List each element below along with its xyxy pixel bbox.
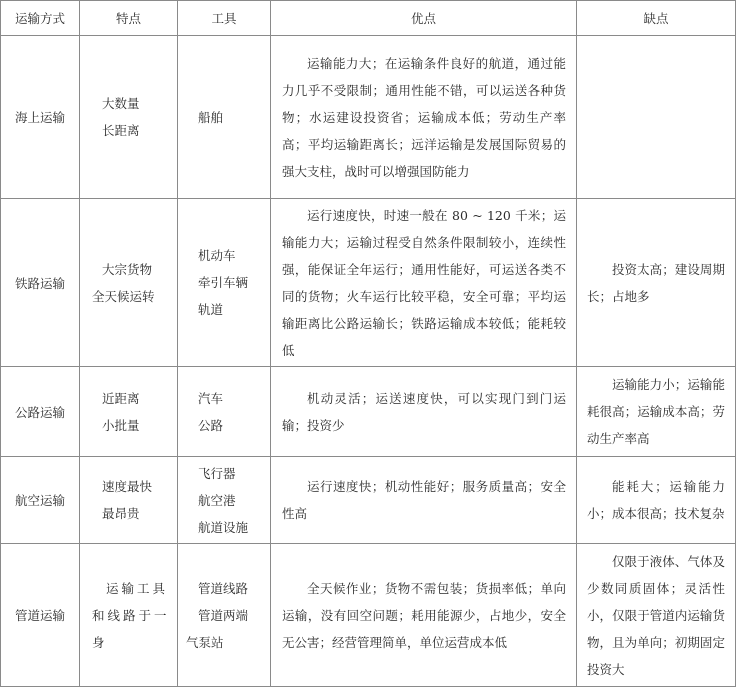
mode-cell: 海上运输 (1, 36, 80, 199)
tools-cell (178, 36, 271, 199)
table-row (1, 544, 736, 687)
table-row (1, 36, 736, 199)
features-cell (80, 457, 178, 544)
header-disadvantages: 缺点 (577, 1, 736, 36)
header-features: 特点 (80, 1, 178, 36)
advantages-cell (271, 457, 577, 544)
feature-line: 最昂贵 (102, 506, 140, 521)
advantages-cell (271, 367, 577, 457)
features-cell (80, 199, 178, 367)
feature-line: 长距离 (102, 123, 140, 138)
tool-line: 管道两端 (198, 607, 249, 623)
disadvantages-cell (577, 36, 736, 199)
feature-line: 运输工具 (106, 580, 169, 596)
tools-cell (178, 199, 271, 367)
header-mode: 运输方式 (1, 1, 80, 36)
table-header-row (1, 1, 736, 36)
tool-line: 机动车 (198, 248, 236, 263)
tool-line: 汽车 (198, 390, 224, 406)
advantages-cell (271, 544, 577, 687)
features-cell (80, 367, 178, 457)
table-row (1, 457, 736, 544)
table-row (1, 367, 736, 457)
table-row (1, 199, 736, 367)
tools-cell (178, 457, 271, 544)
disadvantages-cell (577, 367, 736, 457)
advantages-text: 运输能力大；在运输条件良好的航道，通过能力几乎不受限制；通用性能不错，可以运送各种货物；水运建设投资省；运输成本低；劳动生产率高；平均运输距离长；远洋运输是发展国际贸易的强大支柱，战时可以增强国防能力 (282, 55, 566, 179)
tool-line: 飞行器 (198, 465, 236, 481)
disadvantages-text: 能耗大；运输能力小；成本很高；技术复杂 (587, 479, 725, 521)
header-tools: 工具 (178, 1, 271, 36)
feature-line: 大宗货物 (102, 261, 153, 277)
tool-line: 船舶 (198, 109, 224, 125)
advantages-cell (271, 36, 577, 199)
mode-cell: 铁路运输 (1, 199, 80, 367)
feature-line: 全天候运转 (92, 288, 155, 304)
tool-line: 航空港 (198, 492, 236, 508)
header-advantages: 优点 (271, 1, 577, 36)
mode-cell: 公路运输 (1, 367, 80, 457)
feature-line: 速度最快 (102, 479, 153, 494)
advantages-text: 全天候作业；货物不需包装；货损率低；单向运输，没有回空问题；耗用能源少，占地少，安全无公害；经营管理简单，单位运营成本低 (282, 580, 566, 650)
features-cell (80, 544, 178, 687)
mode-cell: 航空运输 (1, 457, 80, 544)
mode-cell: 管道运输 (1, 544, 80, 687)
disadvantages-text: 投资太高；建设周期长；占地多 (587, 261, 725, 304)
feature-line: 身 (92, 634, 105, 650)
advantages-cell (271, 199, 577, 367)
disadvantages-cell (577, 544, 736, 687)
tool-line: 轨道 (198, 302, 224, 317)
advantages-text: 机动灵活；运送速度快，可以实现门到门运输；投资少 (282, 390, 566, 433)
disadvantages-cell (577, 457, 736, 544)
feature-line: 和线路于一 (92, 607, 170, 623)
feature-line: 近距离 (102, 390, 140, 406)
disadvantages-cell (577, 199, 736, 367)
tool-line: 管道线路 (198, 580, 249, 596)
advantages-text: 运行速度快，时速一般在 80 ~ 120 千米；运输能力大；运输过程受自然条件限制较小，连续性强，能保证全年运行；通用性能好，可运送各类不同的货物；火车运行比较平稳，安全可靠；平均运输距离比公路运输长；铁路运输成本较低；能耗较低 (282, 207, 566, 358)
tool-line: 气泵站 (186, 634, 224, 650)
tool-line: 牵引车辆 (198, 275, 249, 290)
disadvantages-text: 运输能力小；运输能耗很高；运输成本高；劳动生产率高 (587, 377, 725, 446)
tools-cell (178, 367, 271, 457)
tool-line: 航道设施 (198, 519, 249, 535)
features-cell (80, 36, 178, 199)
advantages-text: 运行速度快；机动性能好；服务质量高；安全性高 (282, 479, 566, 521)
feature-line: 小批量 (102, 417, 140, 433)
feature-line: 大数量 (102, 96, 140, 111)
disadvantages-text: 仅限于液体、气体及少数同质固体；灵活性小，仅限于管道内运输货物，且为单向；初期固定投资大 (587, 553, 725, 677)
tool-line: 公路 (198, 417, 224, 433)
tools-cell (178, 544, 271, 687)
